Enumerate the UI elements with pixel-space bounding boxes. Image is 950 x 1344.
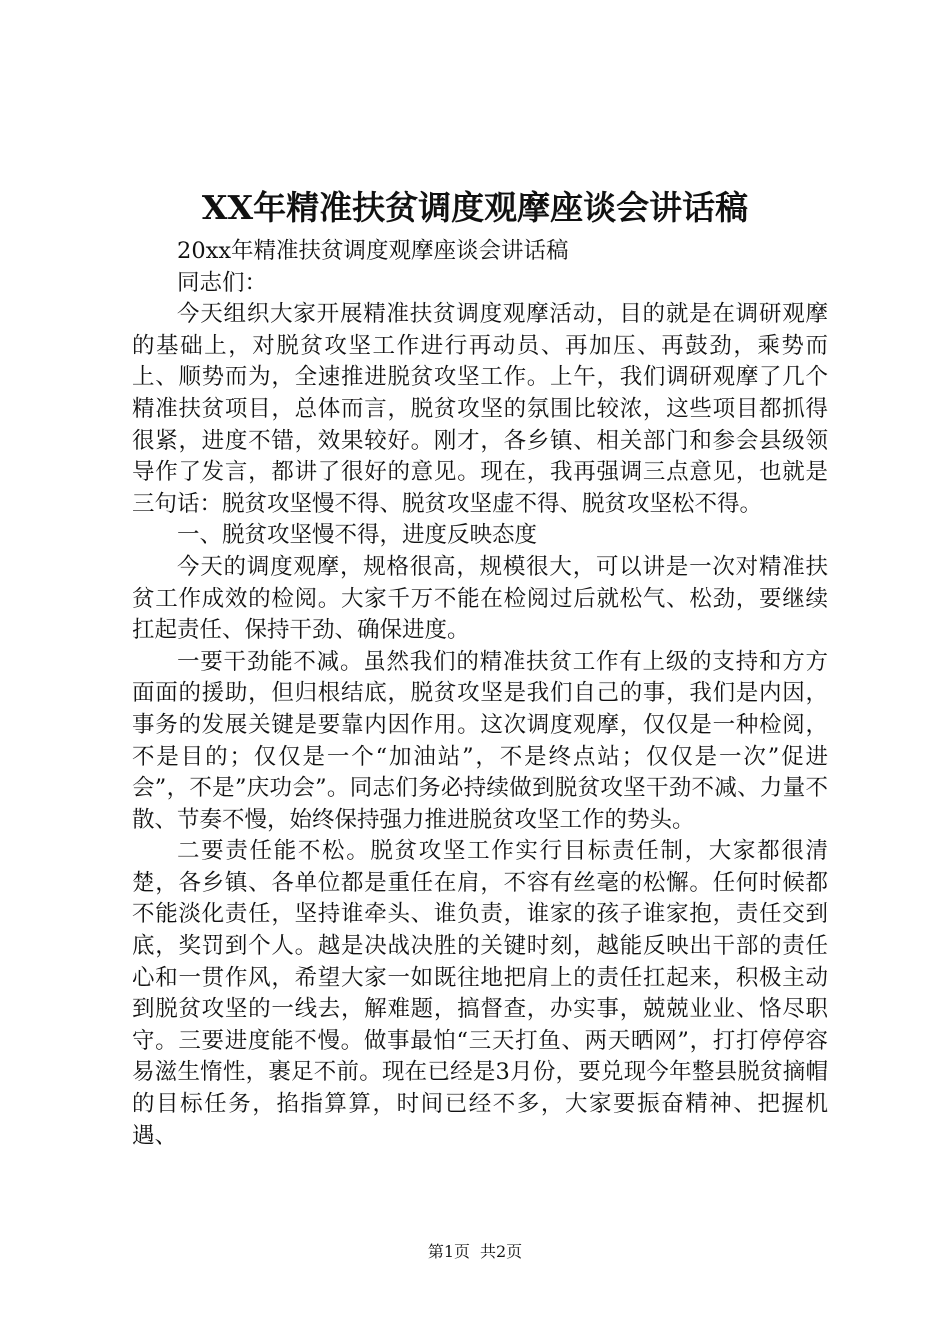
salutation-paragraph: 同志们： (177, 269, 268, 296)
page-footer (0, 1241, 950, 1263)
body-paragraph: 今天组织大家开展精准扶贫调度观摩活动，目的就是在调研观摩的基础上，对脱贫攻坚工作进行再动员、再加压、再鼓劲，乘势而上、顺势而为，全速推进脱贫攻坚工作。上午，我们调研观摩了几个精准扶贫项目，总体而言，脱贫攻坚的氛围比较浓，这些项目都抓得很紧，进度不错，效果较好。刚才，各乡镇、相关部门和参会县级领导作了发言，都讲了很好的意见。现在，我再强调三点意见，也就是三句话：脱贫攻坚慢不得、脱贫攻坚虚不得、脱贫攻坚松不得。 (132, 301, 828, 517)
body-paragraph: 今天的调度观摩，规格很高，规模很大，可以讲是一次对精准扶贫工作成效的检阅。大家千万不能在检阅过后就松气、松劲，要继续扛起责任、保持干劲、确保进度。 (132, 553, 828, 644)
body-paragraph: 一要干劲能不减。虽然我们的精准扶贫工作有上级的支持和方方面面的援助，但归根结底，脱贫攻坚是我们自己的事，我们是内因，事务的发展关键是要靠内因作用。这次调度观摩，仅仅是一种检阅，不是目的；仅仅是一个“加油站”，不是终点站；仅仅是一次”促进会”，不是”庆功会”。同志们务必持续做到脱贫攻坚干劲不减、力量不散、节奏不慢，始终保持强力推进脱贫攻坚工作的势头。 (132, 648, 828, 833)
section-heading: 一、脱贫攻坚慢不得，进度反映态度 (177, 522, 538, 549)
page-number: 第1页 (427, 1242, 470, 1261)
page-total: 共2页 (480, 1242, 523, 1261)
subtitle-paragraph: 20xx年精准扶贫调度观摩座谈会讲话稿 (177, 238, 569, 264)
document-title: XX年精准扶贫调度观摩座谈会讲话稿 (201, 188, 749, 227)
body-paragraph: 二要责任能不松。脱贫攻坚工作实行目标责任制，大家都很清楚，各乡镇、各单位都是重任在肩，不容有丝毫的松懈。任何时候都不能淡化责任，坚持谁牵头、谁负责，谁家的孩子谁家抱，责任交到底，奖罚到个人。越是决战决胜的关键时刻，越能反映出干部的责任心和一贯作风，希望大家一如既往地把肩上的责任扛起来，积极主动到脱贫攻坚的一线去，解难题，搞督查，办实事，兢兢业业、恪尽职守。三要进度能不慢。做事最怕“三天打鱼、两天晒网”，打打停停容易滋生惰性，裹足不前。现在已经是3月份，要兑现今年整县脱贫摘帽的目标任务，掐指算算，时间已经不多，大家要振奋精神、把握机遇、 (132, 838, 828, 1149)
document-body (132, 236, 828, 1152)
